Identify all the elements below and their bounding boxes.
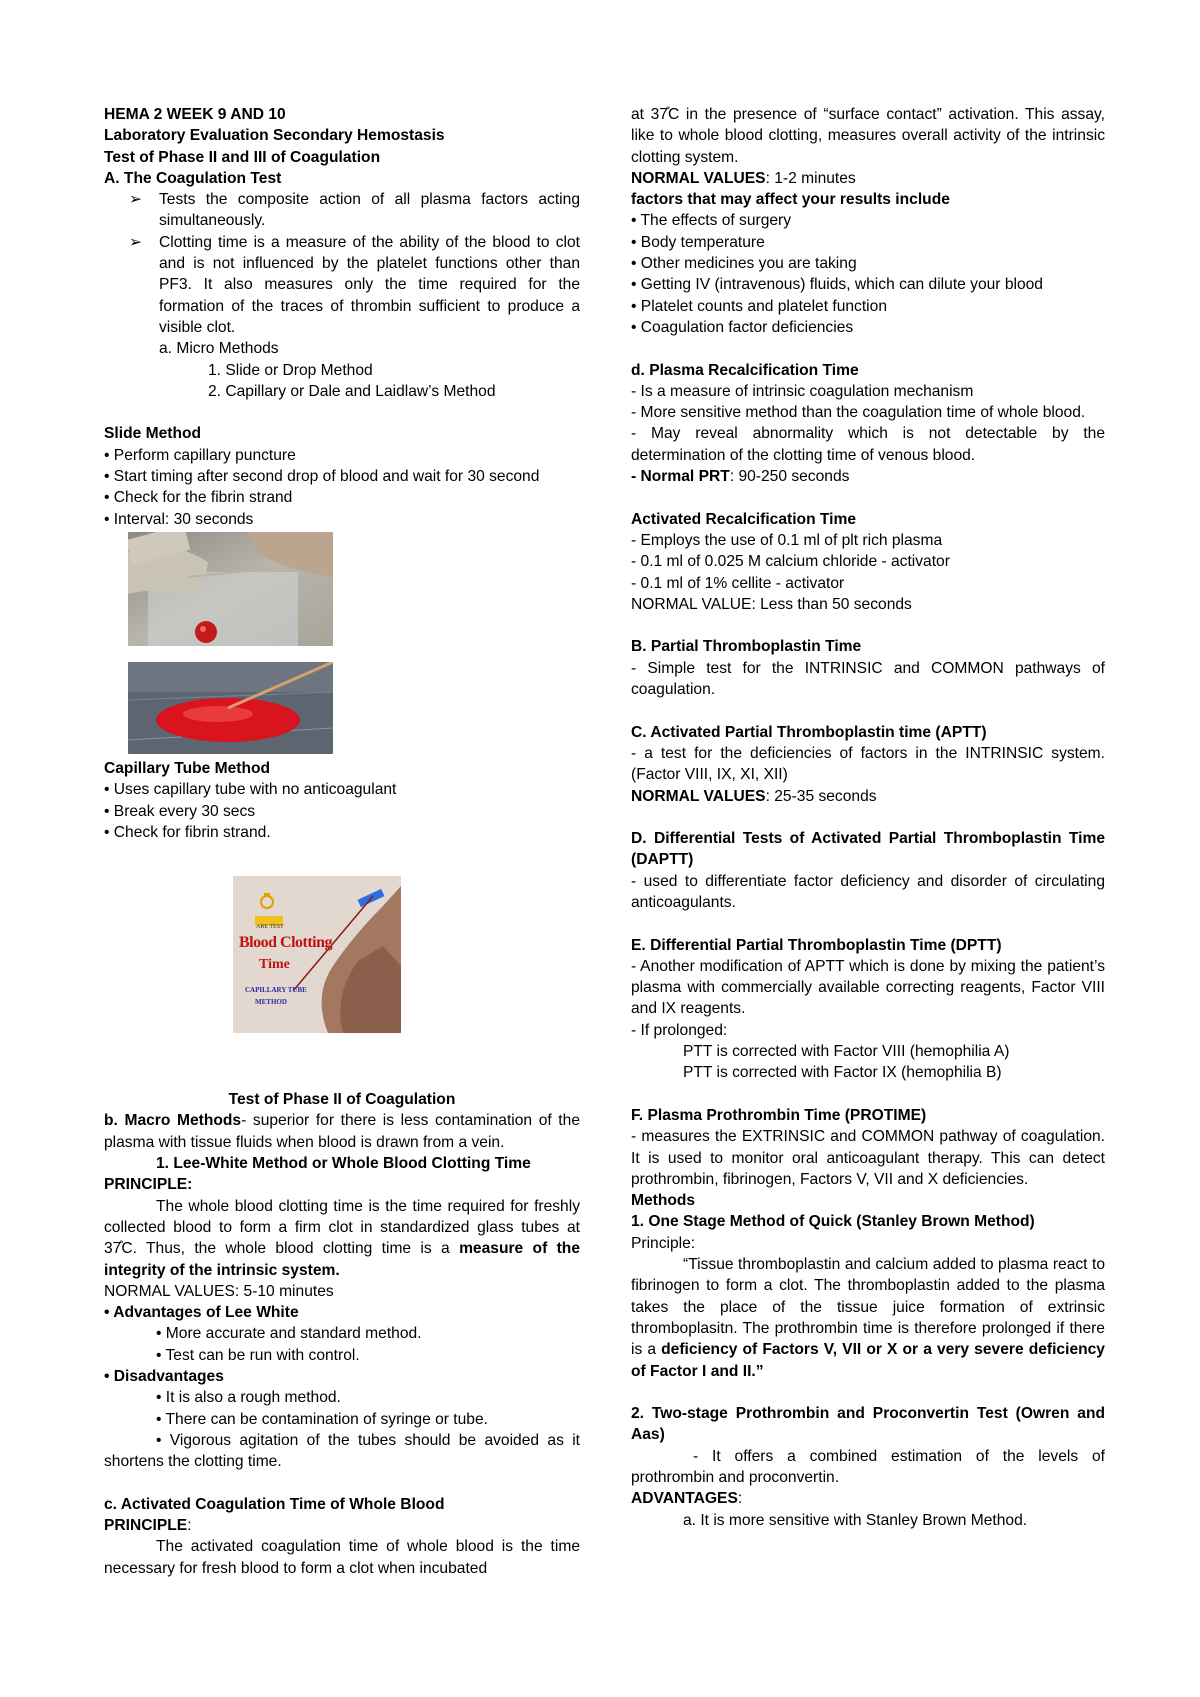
list-item: • Platelet counts and platelet function xyxy=(631,297,887,315)
dptt-if-prolonged: - If prolonged: xyxy=(631,1021,728,1039)
list-item: PTT is corrected with Factor IX (hemophilia B) xyxy=(683,1064,1002,1082)
quick-method-heading: 1. One Stage Method of Quick (Stanley Brown Method) xyxy=(631,1213,1035,1231)
list-item: • Start timing after second drop of blood and wait for 30 second xyxy=(104,468,540,486)
quick-method-principle: “Tissue thromboplastin and calcium added to plasma react to fibrinogen to form a clot. The thromboplastin added to the plasma takes the place of the tissue juice formation of extrinsic thromboplasitn. The prothrombin time is therefore prolonged if there is a deficiency of Factors V, VII or X or a very severe deficiency of Factor I and II.” xyxy=(631,1256,1105,1380)
dptt-text: - Another modification of APTT which is done by mixing the patient’s plasma with commercially available correcting reagents, Factor VIII and IX reagents. xyxy=(631,957,1105,1018)
protime-text: - measures the EXTRINSIC and COMMON pathway of coagulation. It is used to monitor oral anticoagulant therapy. This can detect prothrombin, fibrinogen, Factors V, VII and X deficiencies. xyxy=(631,1128,1105,1188)
thumbnail-title-line2: Time xyxy=(259,957,290,973)
list-item: • Interval: 30 seconds xyxy=(104,510,254,528)
ptt-text: - Simple test for the INTRINSIC and COMMON pathways of coagulation. xyxy=(631,659,1105,699)
slide-blood-drop-photo xyxy=(128,532,333,646)
list-item: • The effects of surgery xyxy=(631,212,792,230)
advantages-label: ADVANTAGES: xyxy=(631,1490,743,1508)
principle-label: PRINCIPLE: xyxy=(104,1176,193,1194)
micro-method-1: 1. Slide or Drop Method xyxy=(208,361,373,379)
aptt-heading: C. Activated Partial Thromboplastin time (APTT) xyxy=(631,723,987,741)
factors-heading: factors that may affect your results include xyxy=(631,191,950,209)
list-item: - More sensitive method than the coagulation time of whole blood. xyxy=(631,404,1086,422)
section-a-heading: A. The Coagulation Test xyxy=(104,169,282,187)
list-item: • Getting IV (intravenous) fluids, which can dilute your blood xyxy=(631,276,1043,294)
list-item: • Vigorous agitation of the tubes should be avoided as it shortens the clotting time. xyxy=(104,1431,580,1471)
disadvantages-heading: • Disadvantages xyxy=(104,1367,224,1385)
thumbnail-subtitle-line2: METHOD xyxy=(255,998,287,1007)
prt-heading: d. Plasma Recalcification Time xyxy=(631,361,859,379)
right-column xyxy=(631,104,1105,1531)
principle-label: Principle: xyxy=(631,1234,696,1252)
art-normal-value: NORMAL VALUE: Less than 50 seconds xyxy=(631,595,912,613)
dptt-heading: E. Differential Partial Thromboplastin Time (DPTT) xyxy=(631,936,1002,954)
prt-normal-value: - Normal PRT: 90-250 seconds xyxy=(631,468,850,486)
thumbnail-title-line1: Blood Clotting xyxy=(239,934,333,952)
document-subtitle-2: Test of Phase II and III of Coagulation xyxy=(104,148,381,166)
list-item: • Check for fibrin strand. xyxy=(104,823,271,841)
activated-coagulation-heading: c. Activated Coagulation Time of Whole Blood xyxy=(104,1495,445,1513)
list-item: - May reveal abnormality which is not detectable by the determination of the clotting time of venous blood. xyxy=(631,425,1105,464)
list-item: - 0.1 ml of 1% cellite - activator xyxy=(631,574,845,592)
micro-methods-label: a. Micro Methods xyxy=(159,340,279,358)
list-item: • Other medicines you are taking xyxy=(631,255,857,273)
capillary-blood-pool-photo xyxy=(128,662,333,754)
list-item: • Check for the fibrin strand xyxy=(104,489,293,507)
thumbnail-badge: ARE TEST xyxy=(256,924,284,931)
lee-white-heading: 1. Lee-White Method or Whole Blood Clotting Time xyxy=(156,1155,531,1173)
lee-white-normal-values: NORMAL VALUES: 5-10 minutes xyxy=(104,1282,334,1300)
activated-coagulation-continued: at 37̊C in the presence of “surface contact” activation. This assay, like to whole blood clotting, measures overall activity of the intrinsic clotting system. xyxy=(631,106,1105,166)
list-item: • Perform capillary puncture xyxy=(104,446,296,464)
lee-white-principle: The whole blood clotting time is the time required for freshly collected blood to form a firm clot in standardized glass tubes at 37̊C. Thus, the whole blood clotting time is a measure of the integrity of the intrinsic system. xyxy=(104,1197,580,1279)
aptt-text: - a test for the deficiencies of factors in the INTRINSIC system. (Factor VIII, IX, XI, XII) xyxy=(631,744,1105,784)
list-item: • There can be contamination of syringe or tube. xyxy=(156,1410,488,1428)
act-normal-values: NORMAL VALUES: 1-2 minutes xyxy=(631,169,856,187)
methods-heading: Methods xyxy=(631,1192,696,1210)
arrow-bullet-icon: ➢ xyxy=(129,233,143,251)
list-item: - Is a measure of intrinsic coagulation mechanism xyxy=(631,382,974,400)
list-item: • Break every 30 secs xyxy=(104,802,256,820)
bullet-item: ➢ Tests the composite action of all plasma factors acting simultaneously. xyxy=(104,189,580,232)
list-item: • Uses capillary tube with no anticoagulant xyxy=(104,781,397,799)
daptt-text: - used to differentiate factor deficiency and disorder of circulating anticoagulants. xyxy=(631,872,1105,911)
list-item: • Test can be run with control. xyxy=(156,1346,360,1364)
phase-2-heading: Test of Phase II of Coagulation xyxy=(228,1091,456,1109)
protime-heading: F. Plasma Prothrombin Time (PROTIME) xyxy=(631,1106,927,1124)
document-subtitle: Laboratory Evaluation Secondary Hemostasis xyxy=(104,127,445,145)
advantages-heading: • Advantages of Lee White xyxy=(104,1304,299,1322)
capillary-method-heading: Capillary Tube Method xyxy=(104,759,271,777)
micro-method-2: 2. Capillary or Dale and Laidlaw’s Method xyxy=(208,382,496,400)
ptt-heading: B. Partial Thromboplastin Time xyxy=(631,638,862,656)
left-column xyxy=(104,104,580,1579)
bullet-item: ➢ Clotting time is a measure of the ability of the blood to clot and is not influenced by the platelet functions other than PF3. It also measures only the time required for the formation of the traces of thrombin sufficient to produce a visible clot. xyxy=(104,232,580,338)
daptt-heading: D. Differential Tests of Activated Partial Thromboplastin Time (DAPTT) xyxy=(631,830,1105,869)
list-item: • It is also a rough method. xyxy=(156,1389,341,1407)
list-item: • More accurate and standard method. xyxy=(156,1325,422,1343)
two-stage-heading: 2. Two-stage Prothrombin and Proconvertin Test (Owren and Aas) xyxy=(631,1405,1105,1444)
list-item: PTT is corrected with Factor VIII (hemophilia A) xyxy=(683,1043,1010,1061)
arrow-bullet-icon: ➢ xyxy=(129,191,143,209)
principle-label: PRINCIPLE: xyxy=(104,1517,192,1535)
blood-clotting-time-thumbnail xyxy=(233,876,401,1033)
macro-methods-paragraph: b. Macro Methods- superior for there is less contamination of the plasma with tissue fluids when blood is drawn from a vein. xyxy=(104,1112,580,1151)
list-item: - Employs the use of 0.1 ml of plt rich plasma xyxy=(631,531,943,549)
list-item: • Coagulation factor deficiencies xyxy=(631,318,854,336)
activated-coagulation-principle: The activated coagulation time of whole blood is the time necessary for fresh blood to form a clot when incubated xyxy=(104,1538,580,1577)
document-title: HEMA 2 WEEK 9 AND 10 xyxy=(104,106,286,123)
list-item: • Body temperature xyxy=(631,233,765,251)
list-item: - 0.1 ml of 0.025 M calcium chloride - activator xyxy=(631,553,950,571)
thumbnail-subtitle-line1: CAPILLARY TUBE xyxy=(245,986,307,995)
two-stage-text: - It offers a combined estimation of the levels of prothrombin and proconvertin. xyxy=(631,1447,1105,1486)
list-item: a. It is more sensitive with Stanley Brown Method. xyxy=(683,1511,1028,1529)
slide-method-heading: Slide Method xyxy=(104,425,202,443)
activated-recalcification-heading: Activated Recalcification Time xyxy=(631,510,857,528)
aptt-normal-values: NORMAL VALUES: 25-35 seconds xyxy=(631,787,877,805)
